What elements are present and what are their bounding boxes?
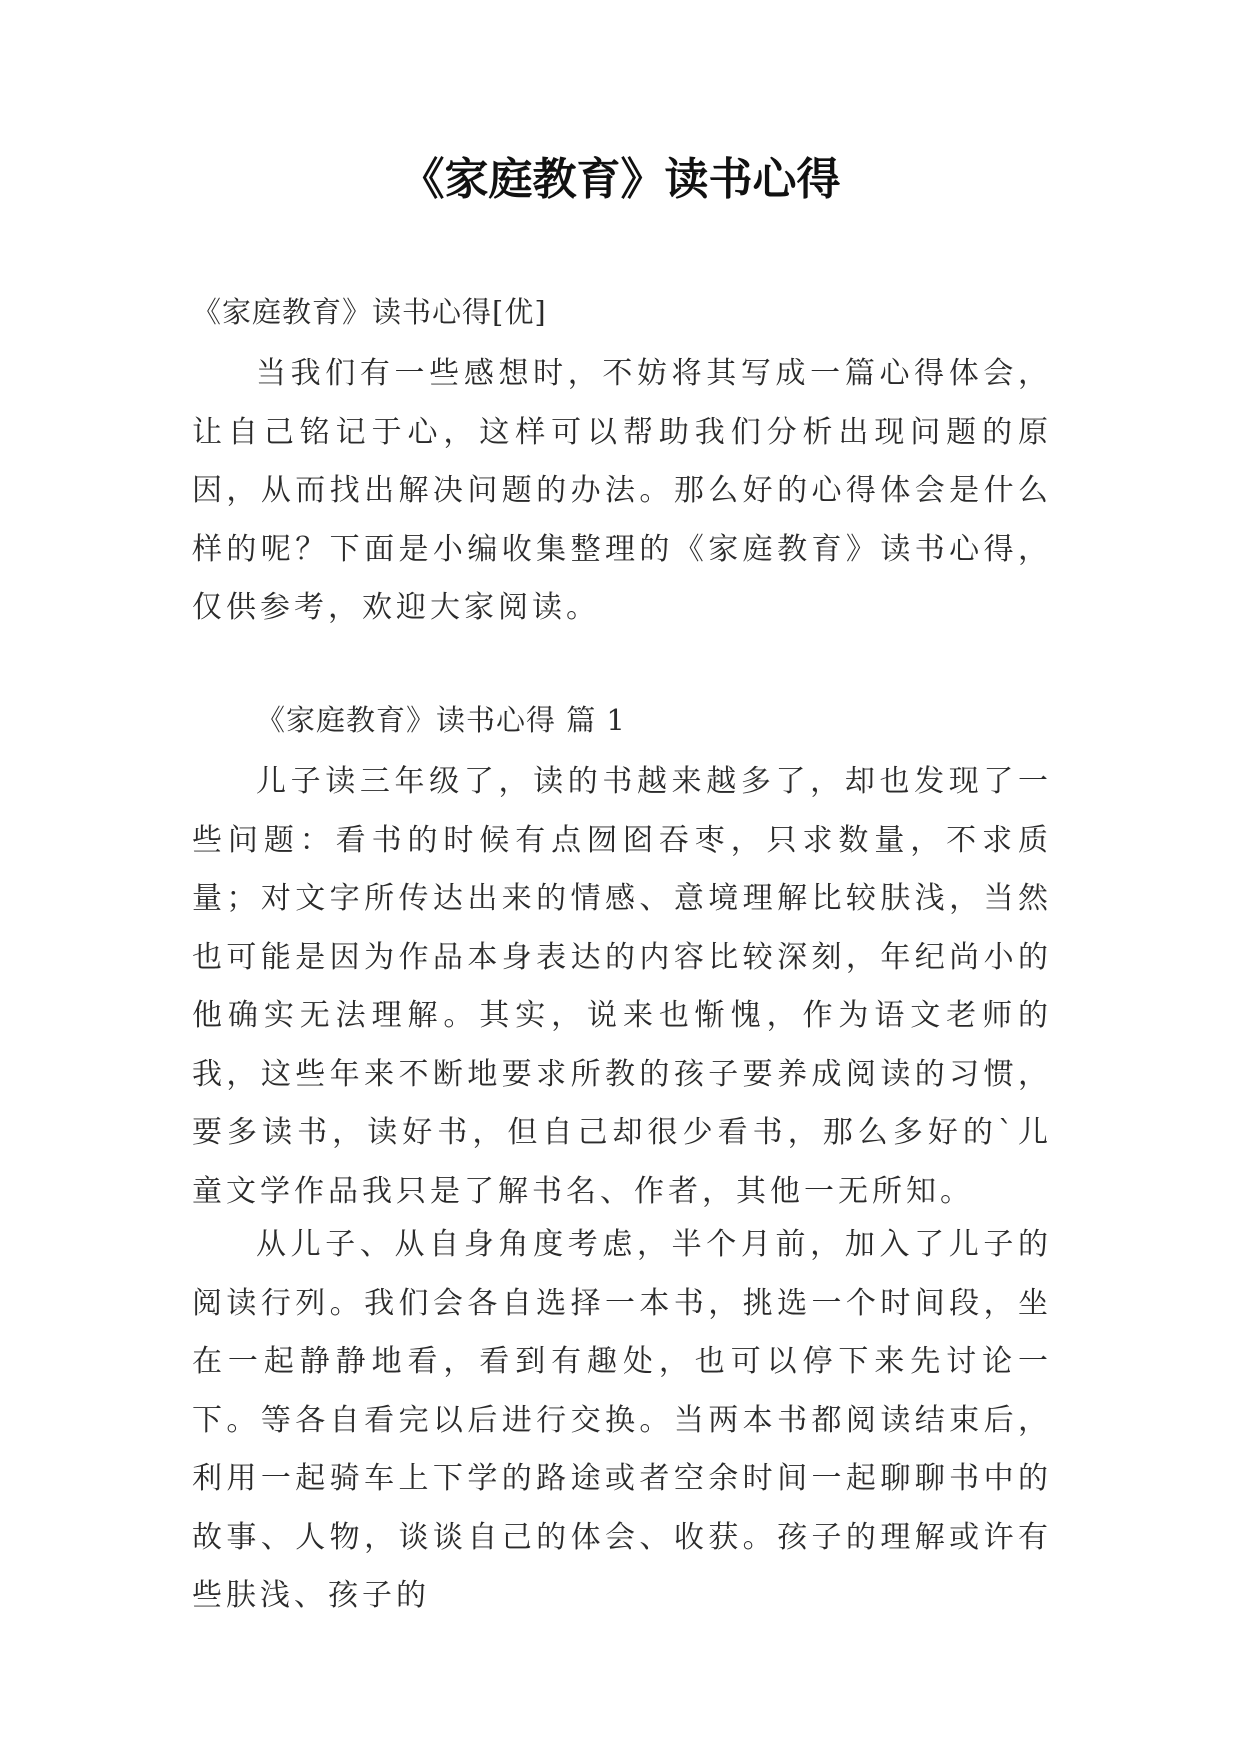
body-paragraph-1: 儿子读三年级了，读的书越来越多了，却也发现了一些问题：看书的时候有点囫囵吞枣，只求数量，不求质量；对文字所传达出来的情感、意境理解比较肤浅，当然也可能是因为作品本身表达的内容比较深刻，年纪尚小的他确实无法理解。其实，说来也惭愧，作为语文老师的我，这些年来不断地要求所教的孩子要养成阅读的习惯，要多读书，读好书，但自己却很少看书，那么多好的`儿童文学作品我只是了解书名、作者，其他一无所知。 [192,764,1052,1209]
document-title: 《家庭教育》读书心得 [400,154,841,205]
document-subtitle: 《家庭教育》读书心得[优] [192,295,547,329]
section-heading: 《家庭教育》读书心得 篇 1 [256,703,626,737]
body-paragraph-2: 从儿子、从自身角度考虑，半个月前，加入了儿子的阅读行列。我们会各自选择一本书，挑选一个时间段，坐在一起静静地看，看到有趣处，也可以停下来先讨论一下。等各自看完以后进行交换。当两本书都阅读结束后，利用一起骑车上下学的路途或者空余时间一起聊聊书中的故事、人物，谈谈自己的体会、收获。孩子的理解或许有些肤浅、孩子的 [192,1227,1052,1613]
intro-paragraph: 当我们有一些感想时，不妨将其写成一篇心得体会，让自己铭记于心，这样可以帮助我们分析出现问题的原因，从而找出解决问题的办法。那么好的心得体会是什么样的呢？下面是小编收集整理的《家庭教育》读书心得，仅供参考，欢迎大家阅读。 [192,356,1052,625]
